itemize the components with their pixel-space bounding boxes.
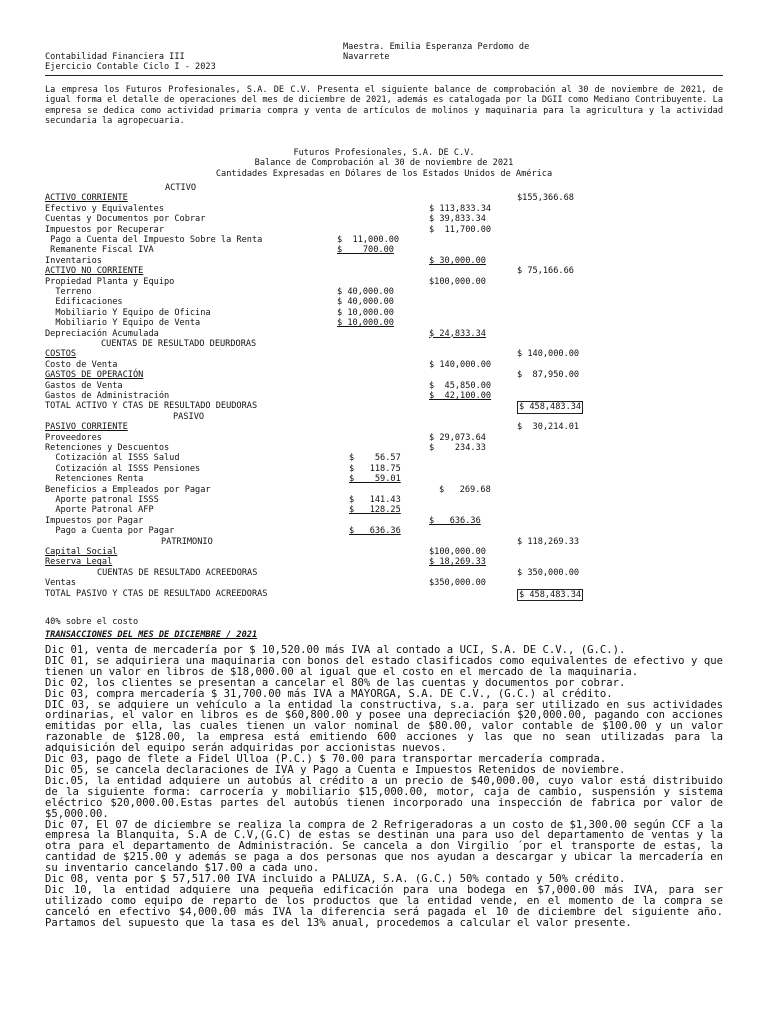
subtotal-amount: $ 636.36 — [429, 515, 481, 526]
account-name: Cotización al ISSS Salud — [45, 453, 180, 464]
balance-row — [45, 485, 725, 495]
account-name: Terreno — [45, 287, 92, 297]
balance-row — [45, 568, 725, 578]
total-amount: $ 140,000.00 — [517, 349, 580, 360]
account-name: Gastos de Administración — [45, 391, 170, 401]
balance-row — [45, 516, 725, 526]
transaction-item: Dic 01, venta de mercadería por $ 10,520.00 más IVA al contado a UCI, S.A. DE C.V., (G.C.). — [45, 644, 626, 656]
balance-row — [45, 537, 725, 547]
balance-row — [45, 318, 725, 328]
header-divider — [45, 75, 723, 76]
exercise-name: Ejercicio Contable Ciclo I - 2023 — [45, 62, 216, 73]
subtotal-amount: $ 140,000.00 — [429, 359, 492, 370]
account-name: GASTOS DE OPERACIÓN — [45, 370, 144, 381]
balance-row — [45, 557, 725, 567]
subtotal-amount: $ 18,269.33 — [429, 557, 486, 568]
teacher-name-line2: Navarrete — [343, 52, 390, 63]
account-name: COSTOS — [45, 349, 77, 360]
balance-row — [45, 277, 725, 287]
total-amount: $ 75,166.66 — [517, 266, 574, 277]
total-amount: $155,366.68 — [517, 193, 574, 204]
balance-row — [45, 474, 725, 484]
balance-row — [45, 589, 725, 599]
balance-row — [45, 339, 725, 349]
account-name: Mobiliario Y Equipo de Oficina — [45, 307, 211, 318]
transaction-item: Dic 02, los clientes se presentan a cancelar el 80% de las cuentas y documentos por cobrar. — [45, 676, 626, 689]
transaction-item: DIC 01, se adquiriera una maquinaria con bonos del estado clasificados como equivalentes de efectivo y que tienen un valor en libros de $18,000.00 al igual que el costo en el mercado de la maquinaria. — [45, 654, 723, 678]
account-name: Gastos de Venta — [45, 380, 123, 391]
account-name: Cuentas y Documentos por Cobrar — [45, 214, 206, 225]
total-amount: $ 350,000.00 — [517, 567, 580, 578]
balance-row — [45, 193, 725, 203]
balance-row — [45, 505, 725, 515]
account-name: PASIVO — [173, 411, 205, 422]
account-name: ACTIVO NO CORRIENTE — [45, 266, 144, 277]
subtotal-amount: $350,000.00 — [429, 578, 486, 589]
subtotal-amount: $ 113,833.34 — [429, 203, 492, 214]
transaction-item: Dic 05, se cancela declaraciones de IVA y Pago a Cuenta e Impuestos Retenidos de noviembre. — [45, 763, 626, 776]
total-amount: $ 30,214.01 — [517, 422, 580, 433]
detail-amount: $ 141.43 — [349, 495, 401, 505]
subtotal-amount: $ 11,700.00 — [429, 224, 492, 235]
account-name: Impuestos por Recuperar — [45, 224, 164, 235]
company-title: Futuros Profesionales, S.A. DE C.V. — [293, 148, 475, 158]
balance-row — [45, 225, 725, 235]
balance-row — [45, 329, 725, 339]
intro-paragraph: La empresa los Futuros Profesionales, S.A. DE C.V. Presenta el siguiente balance de comprobación al 30 de noviembre de 2021, de igual forma el detalle de operaciones del mes de diciembre de 2021, además es catalogada por la DGII como Mediano Contribuyente. La empresa se dedica como actividad primaria compra y venta de artículos de molinos y maquinaria para la agricultura y la actividad secundaria la agropecuaria. — [45, 85, 723, 127]
account-name: TOTAL ACTIVO Y CTAS DE RESULTADO DEUDORAS — [45, 401, 258, 412]
balance-row — [45, 297, 725, 307]
balance-row — [45, 370, 725, 380]
balance-row — [45, 381, 725, 391]
account-name: PASIVO CORRIENTE — [45, 422, 128, 433]
account-name: Aporte patronal ISSS — [45, 495, 159, 505]
document-header-left — [45, 52, 216, 73]
subtotal-amount: $ 234.33 — [429, 443, 486, 453]
balance-row — [45, 578, 725, 588]
account-name: Remanente Fiscal IVA — [45, 245, 154, 256]
subtotal-amount: $ 29,073.64 — [429, 432, 486, 443]
subtotal-amount: $ 39,833.34 — [429, 214, 486, 225]
detail-amount: $ 40,000.00 — [337, 297, 394, 308]
balance-row — [45, 526, 725, 536]
transaction-item: DIC 03, se adquiere un vehículo a la entidad la constructiva, s.a. para ser utilizado en sus actividades ordinarias, el valor en libros es de $60,800.00 y posee una depreciación $20,000.00, pagando con acciones emitidas por ella, las cuales tienen un valor nominal de $80.00, valor contable de $100.00 y un valor razonable de $128.00, la empresa está emitiendo 600 acciones y las que no sean utilizadas para la adquisición del equipo serán adquiridas por accionistas nuevos. — [45, 698, 723, 755]
balance-row — [45, 433, 725, 443]
transaction-item: Dic.05, la entidad adquiere un autobús al crédito a un precio de $40,000.00, cuyo valor está distribuido de la siguiente forma: carrocería y mobiliario $15,000.00, motor, caja de cambio, suspensión y sistema eléctrico $20,000.00.Estas partes del autobús tienen incorporado una inspección de fabrica por valor de $5,000.00. — [45, 774, 723, 820]
account-name: Reserva Legal — [45, 557, 113, 568]
transactions-list — [45, 645, 723, 929]
balance-row — [45, 422, 725, 432]
account-name: Aporte Patronal AFP — [45, 505, 154, 516]
balance-title-block — [45, 148, 723, 179]
subtotal-amount: $ 45,850.00 — [429, 380, 492, 391]
balance-row — [45, 204, 725, 214]
account-name: Depreciación Acumulada — [45, 328, 159, 339]
balance-row — [45, 256, 725, 266]
balance-row — [45, 443, 725, 453]
transaction-item: Dic 03, pago de flete a Fidel Ulloa (P.C.) $ 70.00 para transportar mercadería comprada. — [45, 753, 607, 766]
account-name: ACTIVO — [165, 183, 197, 193]
account-name: Retenciones Renta — [45, 474, 144, 485]
account-name: CUENTAS DE RESULTADO ACREEDORAS — [97, 567, 258, 578]
account-name: Impuestos por Pagar — [45, 515, 144, 526]
account-name: Mobiliario Y Equipo de Venta — [45, 318, 201, 329]
balance-row — [45, 266, 725, 276]
subtotal-amount: $ 42,100.00 — [429, 391, 492, 401]
course-name: Contabilidad Financiera III — [45, 52, 185, 62]
detail-amount: $ 56.57 — [349, 453, 401, 464]
document-header-right — [343, 42, 573, 63]
balance-row — [45, 547, 725, 557]
account-name: Pago a Cuenta del Impuesto Sobre la Renta — [45, 235, 263, 245]
balance-row — [45, 391, 725, 401]
currency-title: Cantidades Expresadas en Dólares de los Estados Unidos de América — [215, 168, 553, 179]
account-name: TOTAL PASIVO Y CTAS DE RESULTADO ACREEDORAS — [45, 588, 268, 599]
balance-row — [45, 245, 725, 255]
account-name: Retenciones y Descuentos — [45, 443, 170, 453]
account-name: Efectivo y Equivalentes — [45, 203, 164, 214]
balance-row — [45, 464, 725, 474]
balance-row — [45, 349, 725, 359]
transaction-item: Dic 07, El 07 de diciembre se realiza la compra de 2 Refrigeradoras a un costo de $1,300.00 según CCF a la empresa la Blanquita, S.A de C.V,(G.C) de estas se destinan una para uso del departamento de ventas y la otra para el departamento de Administración. Se cancela a don Virgilio ´por el transporte de estas, la cantidad de $215.00 y además se paga a dos personas que nos ayudan a descargar y ubicar la mercadería en su inventario cancelando $17.00 a cada uno. — [45, 818, 723, 875]
total-amount: $ 118,269.33 — [517, 536, 580, 547]
balance-row — [45, 235, 725, 245]
subtotal-amount: $100,000.00 — [429, 276, 486, 287]
account-name: Beneficios a Empleados por Pagar — [45, 484, 211, 495]
balance-row — [45, 308, 725, 318]
account-name: Proveedores — [45, 432, 102, 443]
total-amount: $ 458,483.34 — [519, 589, 582, 600]
detail-amount: $ 118.75 — [349, 463, 401, 474]
balance-row — [45, 360, 725, 370]
transaction-item: Dic 03, compra mercadería $ 31,700.00 más IVA a MAYORGA, S.A. DE C.V., (G.C.) al crédito. — [45, 687, 613, 700]
account-name: Cotización al ISSS Pensiones — [45, 463, 201, 474]
account-name: Pago a Cuenta por Pagar — [45, 526, 175, 537]
subtotal-amount: $ 269.68 — [439, 484, 491, 495]
subtotal-amount: $ 24,833.34 — [429, 328, 486, 339]
balance-row — [45, 287, 725, 297]
detail-amount: $ 700.00 — [337, 245, 394, 256]
transaction-item: Dic 08, venta por $ 57,517.00 IVA incluido a PALUZA, S.A. (G.C.) 50% contado y 50% crédito. — [45, 873, 626, 886]
account-name: ACTIVO CORRIENTE — [45, 193, 128, 204]
balance-row — [45, 214, 725, 224]
account-name: Ventas — [45, 578, 77, 589]
cost-note: 40% sobre el costo — [45, 617, 139, 627]
total-amount: $ 87,950.00 — [517, 370, 580, 381]
subtotal-amount: $100,000.00 — [429, 547, 486, 557]
total-amount: $ 458,483.34 — [519, 402, 582, 413]
account-name: Capital Social — [45, 547, 118, 557]
detail-amount: $ 59.01 — [349, 474, 401, 485]
account-name: PATRIMONIO — [161, 536, 213, 547]
balance-row — [45, 183, 725, 193]
detail-amount: $ 10,000.00 — [337, 318, 394, 329]
account-name: Costo de Venta — [45, 359, 118, 370]
detail-amount: $ 128.25 — [349, 505, 401, 516]
teacher-name-line1: Maestra. Emilia Esperanza Perdomo de — [343, 42, 530, 52]
transaction-item: Dic 10, la entidad adquiere una pequeña edificación para una bodega en $7,000.00 más IVA, para ser utilizado como equipo de reparto de los productos que la entidad vende, en el momento de la compra se canceló en efectivo $4,000.00 más IVA la diferencia será pagada el 10 de diciembre del siguiente año. Partamos del supuesto que la tasa es del 13% anual, procedemos a calcular el valor presente. — [45, 883, 723, 929]
account-name: CUENTAS DE RESULTADO DEURDORAS — [101, 339, 257, 349]
balance-title: Balance de Comprobación al 30 de noviembre de 2021 — [254, 158, 514, 169]
balance-row — [45, 412, 725, 422]
balance-row — [45, 453, 725, 463]
balance-row — [45, 495, 725, 505]
detail-amount: $ 636.36 — [349, 526, 401, 537]
transactions-title: TRANSACCIONES DEL MES DE DICIEMBRE / 2021 — [45, 630, 258, 640]
account-name: Propiedad Planta y Equipo — [45, 276, 175, 287]
detail-amount: $ 40,000.00 — [337, 287, 394, 297]
detail-amount: $ 11,000.00 — [337, 235, 400, 245]
account-name: Edificaciones — [45, 297, 123, 308]
detail-amount: $ 10,000.00 — [337, 307, 394, 318]
account-name: Inventarios — [45, 255, 102, 266]
balance-row — [45, 401, 725, 411]
subtotal-amount: $ 30,000.00 — [429, 255, 486, 266]
